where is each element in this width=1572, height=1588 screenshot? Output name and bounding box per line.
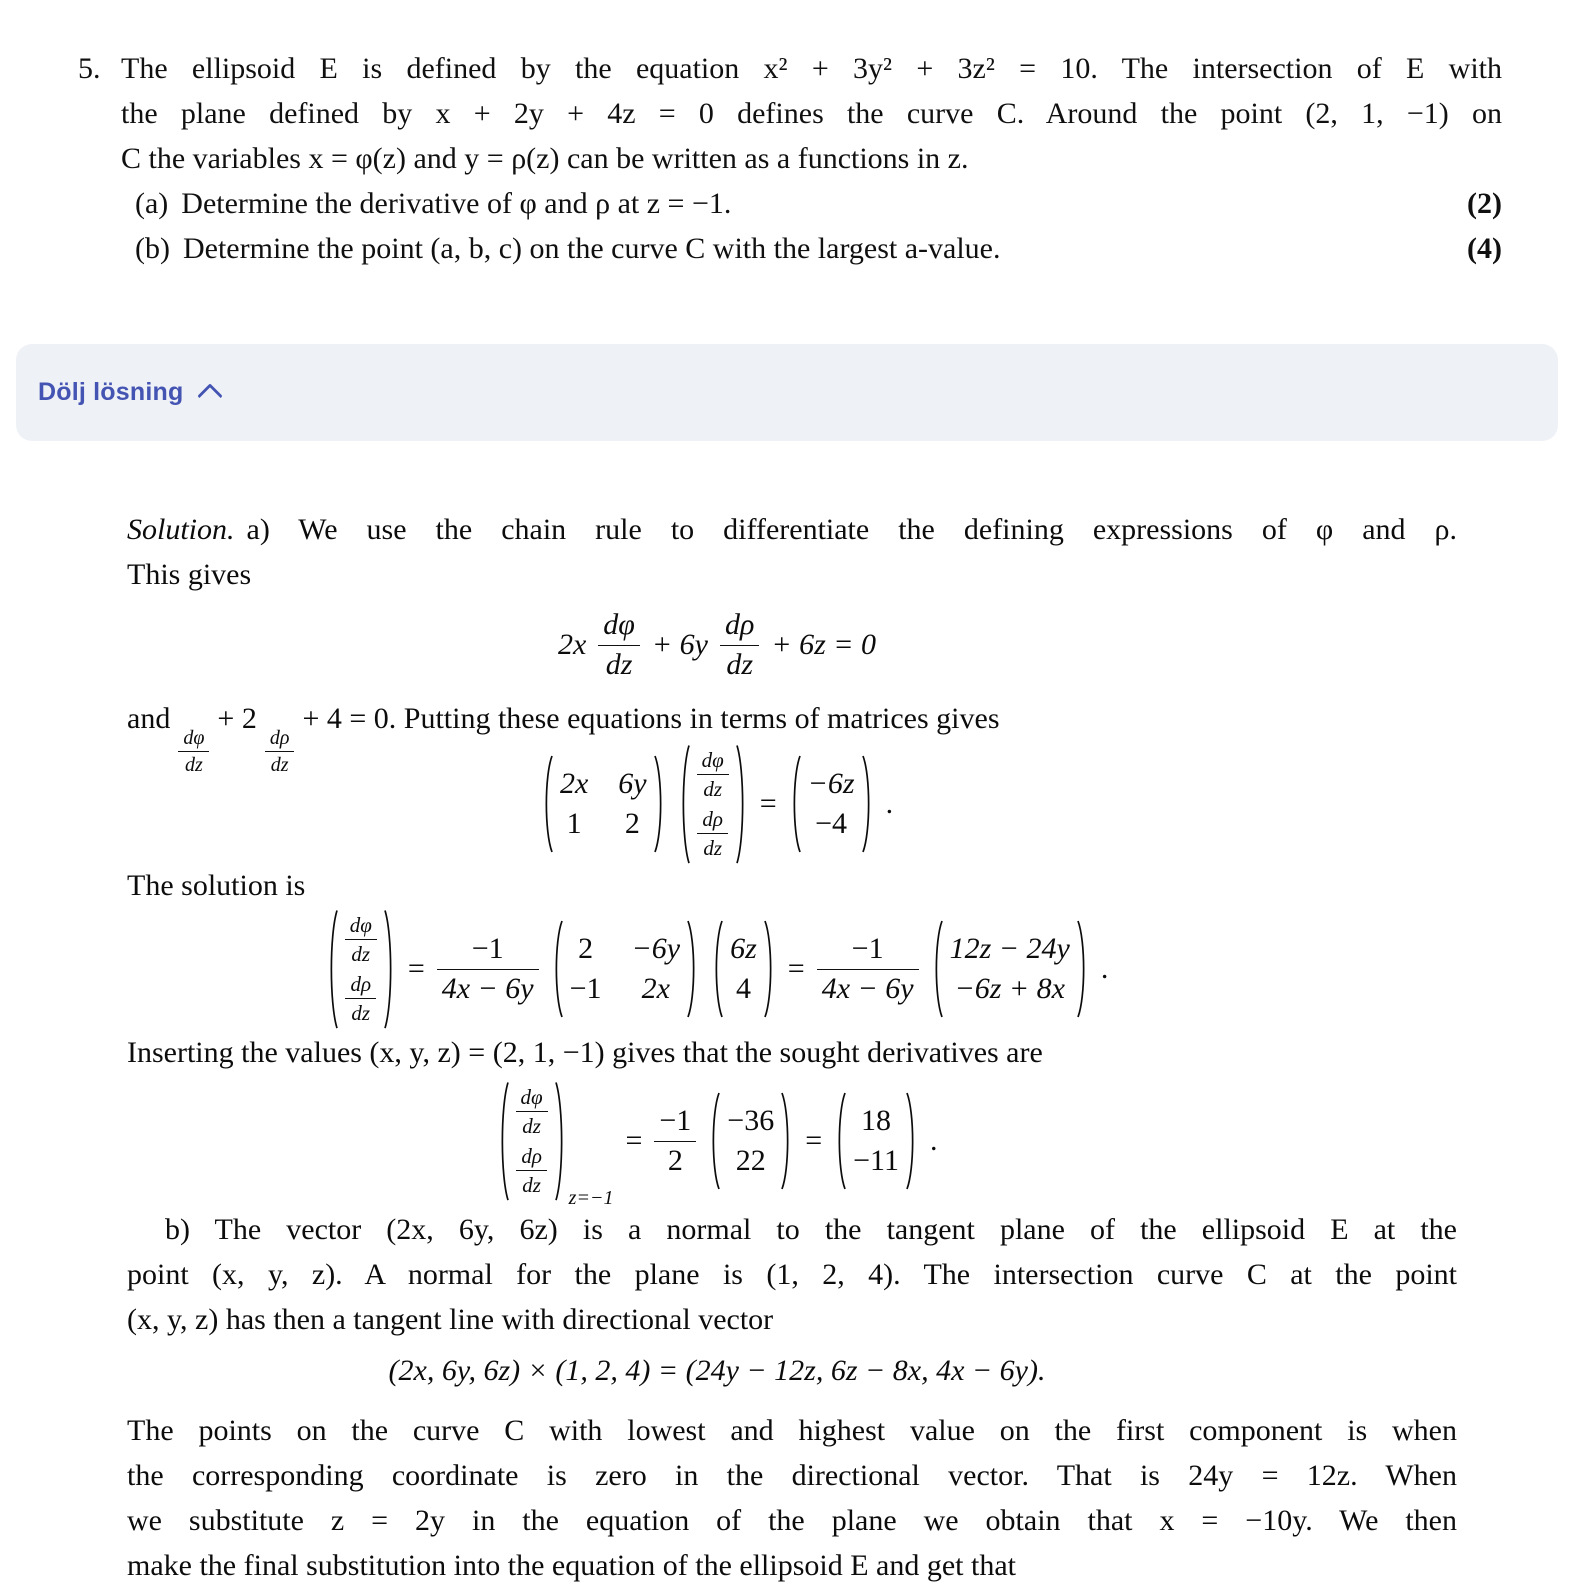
problem-line-2: the plane defined by x + 2y + 4z = 0 defines the curve C. Around the point (2, 1, −1) on: [121, 97, 1502, 130]
vector-cells: [721, 1099, 780, 1184]
final-paragraph-line-1: The points on the curve C with lowest and highest value on the first component is when: [127, 1414, 1457, 1447]
vector-cells: [944, 927, 1076, 1012]
problem-number: 5.: [78, 52, 101, 85]
vector-cell: −36: [727, 1103, 775, 1137]
fraction-drho-dz: [345, 972, 376, 1025]
fraction-denominator: dz: [522, 1173, 541, 1198]
vector-cells: [724, 927, 763, 1012]
subquestion-b-text: Determine the point (a, b, c) on the curve C with the largest a-value.: [182, 232, 1001, 265]
vector-cell: 22: [735, 1144, 766, 1177]
solution-section: [127, 507, 1457, 1588]
paren-left-glyph: [931, 919, 944, 1019]
matrix-cell: 2: [578, 931, 594, 965]
matrix-adjugate: [551, 919, 699, 1019]
hide-solution-label: Dölj lösning: [38, 378, 184, 406]
math-token: (2x, 6y, 6z) × (1, 2, 4) = (24y − 12z, 6z − 8x, 4x − 6y).: [388, 1354, 1046, 1387]
math-token: + 6z = 0: [771, 628, 877, 661]
paren-right-glyph: [861, 754, 874, 854]
equation-solution: [127, 908, 1457, 1030]
equation-matrix-system: [127, 745, 1457, 863]
equals-sign: =: [625, 1124, 643, 1157]
evaluation-subscript: z=−1: [568, 1187, 614, 1210]
fraction-numerator: dρ: [269, 727, 290, 749]
paren-left-glyph: [834, 1091, 847, 1191]
vector-cells: [691, 743, 735, 866]
vector-cell: 18: [861, 1103, 892, 1137]
final-paragraph-line-2: the corresponding coordinate is zero in the directional vector. That is 24y = 12z. When: [127, 1459, 1457, 1492]
subquestion-a-label: (a): [135, 187, 169, 220]
vector-with-subscript: [497, 1080, 614, 1210]
math-token: 2x: [557, 628, 587, 661]
fraction-drho-dz: [697, 807, 728, 860]
chevron-up-icon: [198, 383, 223, 408]
vector-cell: 6z: [730, 931, 757, 965]
fraction-scalar: [437, 932, 539, 1006]
vector-cell: −11: [853, 1144, 899, 1177]
vector-cell: 12z − 24y: [949, 931, 1070, 965]
vector-derivatives: [326, 908, 396, 1031]
fraction-denominator: 2: [667, 1143, 683, 1177]
problem-statement: [78, 46, 1502, 271]
fraction-dphi-dz: [516, 1085, 548, 1138]
paren-left-glyph: [789, 754, 802, 854]
solution-insert-line: Inserting the values (x, y, z) = (2, 1, −1) gives that the sought derivatives are: [127, 1036, 1043, 1069]
fraction-denominator: dz: [184, 754, 203, 776]
fraction-denominator: dz: [522, 1113, 541, 1138]
fraction-drho-dz: [265, 727, 295, 776]
fraction-dphi-dz: [345, 913, 377, 966]
fraction-drho-dz: [720, 608, 759, 682]
fraction-numerator: dρ: [724, 608, 755, 641]
paren-right-glyph: [383, 908, 396, 1031]
math-token: + 6y: [651, 628, 708, 661]
vector-cell: 4: [735, 972, 751, 1005]
subquestion-b-content: [135, 226, 1000, 271]
solution-keyword: Solution.: [127, 513, 235, 546]
fraction-numerator: dφ: [603, 608, 635, 641]
paren-left-glyph: [551, 919, 564, 1019]
fraction-denominator: 4x − 6y: [821, 971, 914, 1005]
fraction-numerator: −1: [471, 932, 504, 965]
vector-cells: [847, 1099, 905, 1184]
fraction-denominator: dz: [726, 647, 753, 681]
matrix-cell: 2x: [559, 766, 589, 800]
matrix-cell: −6y: [631, 931, 681, 965]
matrix-cell: 1: [566, 807, 582, 840]
period: .: [1100, 952, 1109, 985]
solution-text-line: The solution is: [127, 869, 306, 902]
matrix-cell: 6y: [618, 766, 647, 800]
text-segment: + 2: [217, 702, 257, 735]
solution-intro-line-2: This gives: [127, 558, 252, 591]
paren-right-glyph: [780, 1091, 793, 1191]
vector-cells: [339, 908, 383, 1031]
fraction-scalar: [654, 1104, 696, 1178]
equals-sign: =: [407, 952, 425, 985]
paren-right-glyph: [686, 919, 699, 1019]
problem-line-1: The ellipsoid E is defined by the equation x² + 3y² + 3z² = 10. The intersection of E with: [121, 52, 1502, 85]
matrix-cells: [564, 927, 686, 1012]
vector-cell: −6z + 8x: [954, 972, 1065, 1005]
paren-left-glyph: [326, 908, 339, 1031]
fraction-drho-dz: [516, 1144, 547, 1197]
paren-right-glyph: [653, 754, 666, 854]
fraction-denominator: dz: [703, 776, 722, 801]
fraction-denominator: dz: [605, 647, 633, 681]
vector-result: [931, 919, 1089, 1019]
final-paragraph-line-4: make the final substitution into the equation of the ellipsoid E and get that: [127, 1549, 1016, 1582]
fraction-denominator: dz: [703, 836, 722, 861]
paragraph-b-line-3: (x, y, z) has then a tangent line with directional vector: [127, 1303, 774, 1336]
subquestion-b-label: (b): [135, 232, 170, 265]
equation-chain-rule: [127, 597, 1457, 693]
vector-rhs: [789, 754, 874, 854]
period: .: [885, 787, 894, 820]
paren-left-glyph: [497, 1080, 510, 1203]
vector-derivatives: [678, 743, 748, 866]
fraction-denominator: dz: [270, 754, 289, 776]
text-segment: and: [127, 702, 171, 735]
paren-left-glyph: [678, 743, 691, 866]
paren-left-glyph: [541, 754, 554, 854]
vector-rhs: [711, 919, 776, 1019]
matrix-cell: 2x: [641, 972, 670, 1005]
fraction-scalar: [817, 932, 919, 1006]
vector-cell: −4: [815, 807, 848, 840]
solution-intro-line: [127, 507, 1457, 552]
hide-solution-button[interactable]: [16, 344, 1558, 441]
fraction-numerator: dφ: [520, 1084, 543, 1109]
fraction-numerator: dρ: [702, 807, 723, 831]
matrix-coefficients: [541, 754, 666, 854]
fraction-numerator: −1: [659, 1104, 692, 1137]
fraction-denominator: 4x − 6y: [441, 971, 534, 1005]
paren-right-glyph: [763, 919, 776, 1019]
final-paragraph-line-3: we substitute z = 2y in the equation of the plane we obtain that x = −10y. We then: [127, 1504, 1457, 1537]
vector-cell: −6z: [807, 766, 855, 800]
fraction-numerator: −1: [851, 932, 884, 965]
fraction-denominator: dz: [351, 1001, 371, 1026]
fraction-numerator: dφ: [183, 727, 205, 749]
fraction-numerator: dφ: [349, 912, 372, 937]
text-segment: + 4 = 0. Putting these equations in terms of matrices gives: [302, 702, 1000, 735]
fraction-numerator: dρ: [521, 1144, 542, 1168]
fraction-numerator: dρ: [350, 972, 372, 996]
matrix-cell: −1: [569, 972, 602, 1005]
vector-cells: [802, 762, 861, 847]
fraction-dphi-dz: [697, 748, 729, 801]
matrix-cells: [554, 762, 653, 847]
equals-sign: =: [759, 787, 777, 820]
paren-left-glyph: [711, 919, 724, 1019]
subquestion-a-content: [135, 181, 731, 226]
fraction-numerator: dφ: [701, 747, 724, 772]
paren-right-glyph: [1076, 919, 1089, 1019]
equals-sign: =: [805, 1124, 823, 1157]
subquestion-a: [121, 181, 1502, 226]
vector-derivatives: [497, 1080, 567, 1203]
paren-right-glyph: [735, 743, 748, 866]
paren-right-glyph: [554, 1080, 567, 1203]
paragraph-b-line-2: point (x, y, z). A normal for the plane is (1, 2, 4). The intersection curve C at the point: [127, 1258, 1457, 1291]
matrix-cell: 2: [624, 807, 640, 840]
problem-line-3: C the variables x = φ(z) and y = ρ(z) can be written as a functions in z.: [121, 142, 969, 175]
subquestion-a-text: Determine the derivative of φ and ρ at z = −1.: [181, 187, 732, 220]
subquestion-b-points: (4): [1467, 232, 1502, 265]
subquestion-b: [121, 226, 1502, 271]
period: .: [929, 1124, 938, 1157]
problem-row: [78, 46, 1502, 271]
vector-final: [834, 1091, 918, 1191]
paren-left-glyph: [708, 1091, 721, 1191]
problem-body: [121, 46, 1502, 271]
vector-cells: [510, 1080, 554, 1203]
solution-intro-text: a) We use the chain rule to differentiate the defining expressions of φ and ρ.: [246, 513, 1457, 546]
subquestion-a-points: (2): [1467, 187, 1502, 220]
fraction-denominator: dz: [351, 941, 371, 966]
paragraph-b-line-1: b) The vector (2x, 6y, 6z) is a normal to the tangent plane of the ellipsoid E at the: [165, 1213, 1457, 1246]
paren-right-glyph: [905, 1091, 918, 1191]
equals-sign: =: [787, 952, 805, 985]
equation-evaluated: [127, 1075, 1457, 1210]
fraction-dphi-dz: [178, 727, 209, 776]
equation-cross-product: [127, 1342, 1457, 1400]
fraction-dphi-dz: [598, 608, 640, 682]
vector-values: [708, 1091, 793, 1191]
